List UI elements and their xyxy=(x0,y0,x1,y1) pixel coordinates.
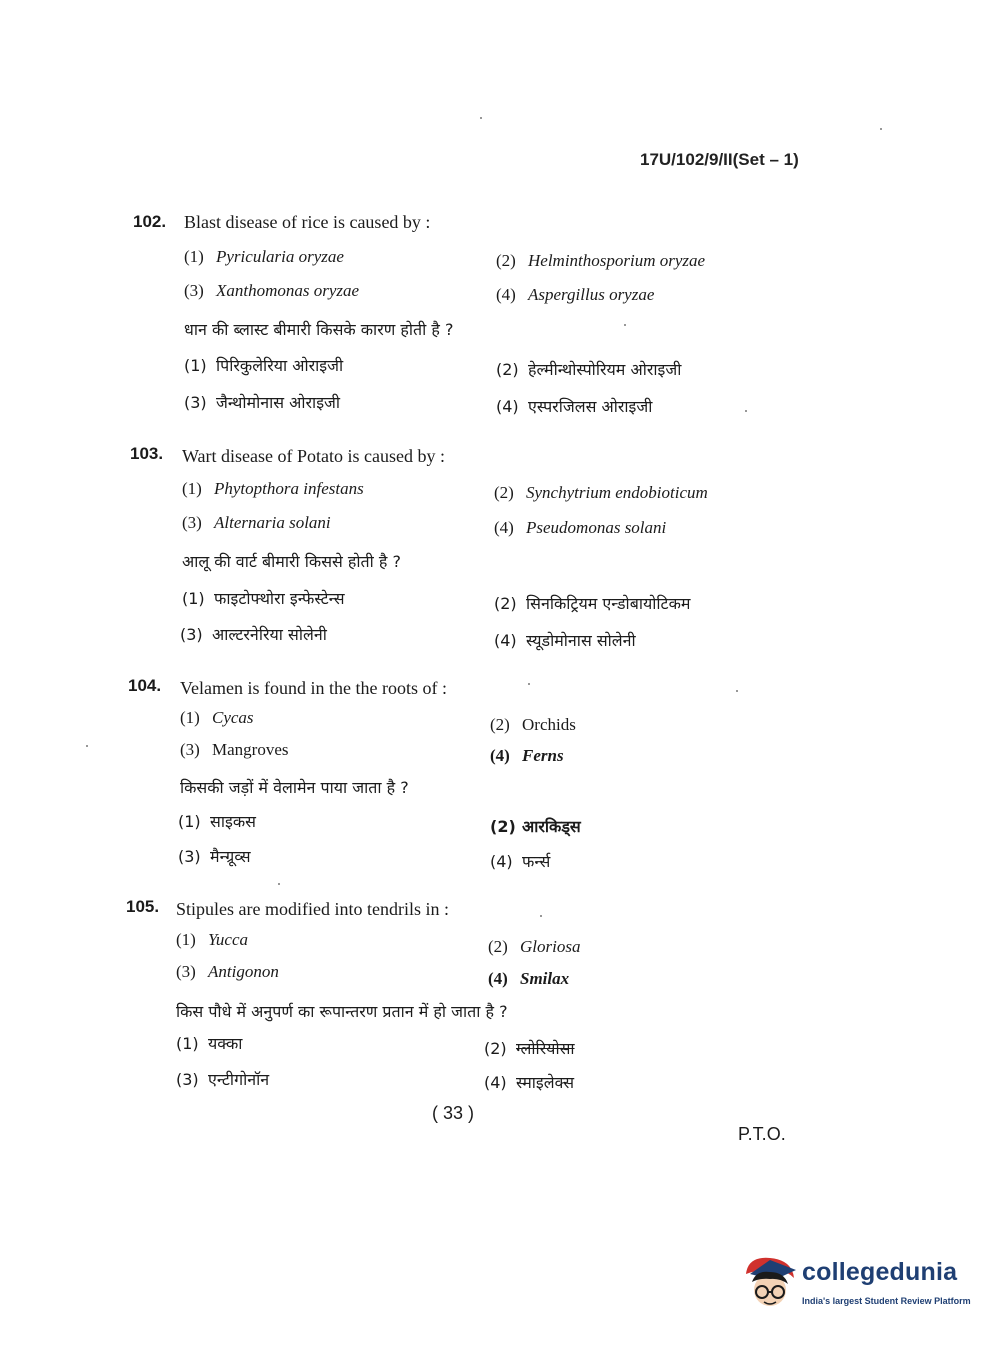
option-hi: (4) स्माइलेक्स xyxy=(484,1073,575,1092)
option-en: (2) Orchids xyxy=(490,715,576,734)
option-en: (2) Helminthosporium oryzae xyxy=(496,251,706,270)
option-hi: (4) स्यूडोमोनास सोलेनी xyxy=(494,631,636,650)
question-number: 104. xyxy=(128,676,162,695)
option-en: (3) Xanthomonas oryzae xyxy=(184,281,360,300)
collegedunia-logo[interactable] xyxy=(740,1252,970,1316)
option-hi: (2) आरकिड्स xyxy=(490,817,581,836)
option-en: (1) Pyricularia oryzae xyxy=(184,247,344,266)
question-text-hi: किसकी जड़ों में वेलामेन पाया जाता है ? xyxy=(180,778,409,797)
question-text-en: Blast disease of rice is caused by : xyxy=(184,212,431,232)
option-hi: (1) पिरिकुलेरिया ओराइजी xyxy=(184,356,344,375)
option-hi: (2) सिनकिट्रियम एन्डोबायोटिकम xyxy=(494,594,691,613)
option-hi: (3) आल्टरनेरिया सोलेनी xyxy=(180,625,327,644)
student-mascot-icon xyxy=(740,1252,800,1316)
logo-wordmark: collegedunia xyxy=(802,1258,958,1286)
option-en: (4) Smilax xyxy=(488,969,570,988)
option-hi: (1) यक्का xyxy=(176,1034,243,1053)
option-hi: (2) हेल्मीन्थोस्पोरियम ओराइजी xyxy=(496,360,682,379)
option-en: (1) Phytopthora infestans xyxy=(182,479,364,498)
option-en: (4) Aspergillus oryzae xyxy=(496,285,655,304)
question-text-en: Velamen is found in the the roots of : xyxy=(180,678,447,698)
option-en: (4) Ferns xyxy=(490,746,564,765)
option-hi: (3) एन्टीगोनॉन xyxy=(176,1070,270,1089)
question-text-en: Wart disease of Potato is caused by : xyxy=(182,446,445,466)
option-en: (1) Cycas xyxy=(180,708,254,727)
question-text-hi: धान की ब्लास्ट बीमारी किसके कारण होती है ? xyxy=(184,320,454,339)
option-en: (1) Yucca xyxy=(176,930,248,949)
option-en: (2) Synchytrium endobioticum xyxy=(494,483,708,502)
logo-tagline: India's largest Student Review Platform xyxy=(802,1296,971,1306)
question-number: 103. xyxy=(130,444,164,463)
option-hi: (3) मैन्ग्रूव्स xyxy=(178,847,251,866)
question-number: 105. xyxy=(126,897,160,916)
option-en: (4) Pseudomonas solani xyxy=(494,518,667,537)
option-en: (2) Gloriosa xyxy=(488,937,581,956)
option-hi: (1) साइकस xyxy=(178,812,256,831)
option-en: (3) Alternaria solani xyxy=(182,513,331,532)
option-hi: (4) फर्न्स xyxy=(490,852,551,871)
option-en: (3) Mangroves xyxy=(180,740,289,759)
option-hi: (2) ग्लोरियोसा xyxy=(484,1039,575,1058)
option-hi: (1) फाइटोफ्थोरा इन्फेस्टेन्स xyxy=(182,589,345,608)
paper-code: 17U/102/9/II(Set – 1) xyxy=(640,150,799,169)
page-number: ( 33 ) xyxy=(432,1103,475,1123)
question-text-hi: आलू की वार्ट बीमारी किससे होती है ? xyxy=(182,552,401,571)
question-text-en: Stipules are modified into tendrils in : xyxy=(176,899,449,919)
option-en: (3) Antigonon xyxy=(176,962,279,981)
question-number: 102. xyxy=(133,212,167,231)
question-text-hi: किस पौधे में अनुपर्ण का रूपान्तरण प्रतान में हो जाता है ? xyxy=(176,1002,508,1021)
pto-label: P.T.O. xyxy=(738,1124,786,1144)
option-hi: (4) एस्परजिलस ओराइजी xyxy=(496,397,653,416)
option-hi: (3) जैन्थोमोनास ओराइजी xyxy=(184,393,341,412)
